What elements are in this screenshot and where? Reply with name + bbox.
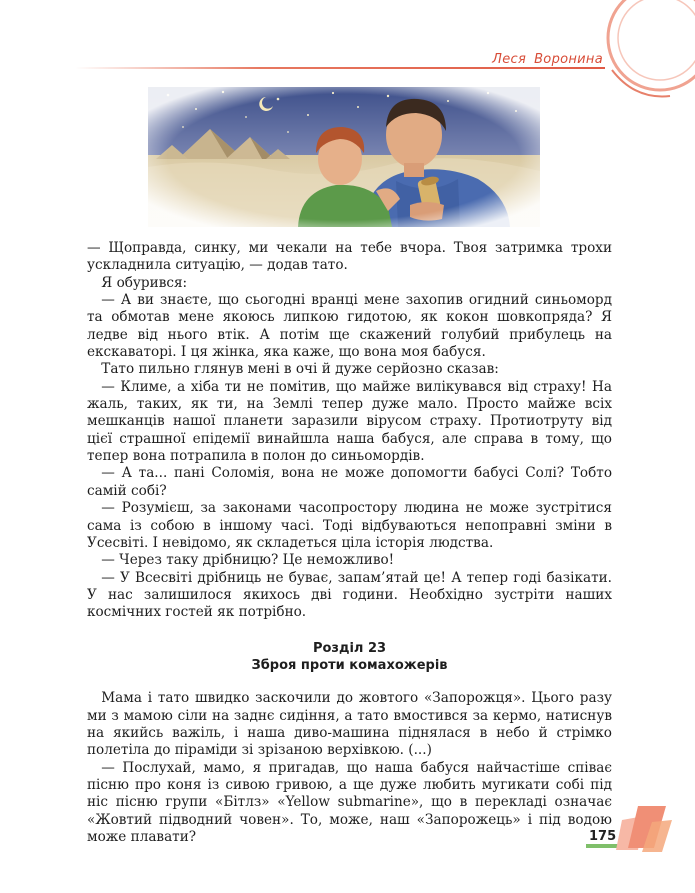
paragraph: — Розумієш, за законами часопростору людина не може зустрітися сама із собою в іншому часі. Тоді відбуваються непоправні зміни в Усесвіті. І невідомо, як складеться ціла історія людства. xyxy=(87,500,612,551)
header-rule xyxy=(75,67,605,69)
author-first-name: Леся xyxy=(492,52,527,67)
author-last-name: Воронина xyxy=(534,52,603,67)
paragraph: — А ви знаєте, що сьогодні вранці мене захопив огидний синьоморд та обмотав мене якоюсь липкою гидотою, як кокон шовкопряда? Я ледве від нього втік. А потім ще скажений голубий прибулець на екскаваторі. І ця жінка, яка каже, що вона моя бабуся. xyxy=(87,292,612,361)
main-text xyxy=(87,240,612,846)
paragraph: — Послухай, мамо, я пригадав, що наша бабуся найчастіше співає пісню про коня із сивою гривою, а ще дуже любить мугикати собі під ніс пісню групи «Бітлз» «Yellow submarine», що в перекладі означає «Жовтий підводний човен». То, може, наш «Запорожець» і під водою може плавати? xyxy=(87,759,612,845)
paragraph: — У Всесвіті дрібниць не буває, запам’ятай це! А тепер годі базікати. У нас залишилося якихось дві години. Необхідно зустріти наших космічних гостей як потрібно. xyxy=(87,569,612,621)
paragraph: Мама і тато швидко заскочили до жовтого «Запорожця». Цього разу ми з мамою сіли на заднє сидіння, а тато вмостився за кермо, натиснув на якийсь важіль, і наша диво-машина піднялася в небо й стрімко полетіла до піраміди зі зрізаною верхівкою. (...) xyxy=(87,690,612,759)
paragraph: — Через таку дрібницю? Це неможливо! xyxy=(101,552,395,569)
chapter-title: Зброя проти комахожерів xyxy=(251,657,448,673)
story-illustration xyxy=(148,87,540,227)
corner-circles-decoration xyxy=(590,0,695,110)
paragraph: — А та... пані Соломія, вона не може допомогти бабусі Солі? Тобто самій собі? xyxy=(87,465,612,499)
paragraph: Я обурився: xyxy=(101,274,188,291)
chapter-number: Розділ 23 xyxy=(312,640,387,656)
page-number: 175 xyxy=(589,829,617,844)
paragraph: — Щоправда, синку, ми чекали на тебе вчора. Твоя затримка трохи ускладнила ситуацію, — додав тато. xyxy=(87,240,612,274)
running-header-author xyxy=(492,52,603,67)
paragraph: — Климе, а хіба ти не помітив, що майже вилікувався від страху! На жаль, таких, як ти, на Землі тепер дуже мало. Просто майже всіх мешканців нашої планети заразили вірусом страху. Протиотруту від цієї страшної епідемії винайшла наша бабуся, але справа в тому, що тепер вона потрапила в полон до синьомордів. xyxy=(87,378,612,465)
paragraph: Тато пильно глянув мені в очі й дуже серйозно сказав: xyxy=(101,361,499,378)
